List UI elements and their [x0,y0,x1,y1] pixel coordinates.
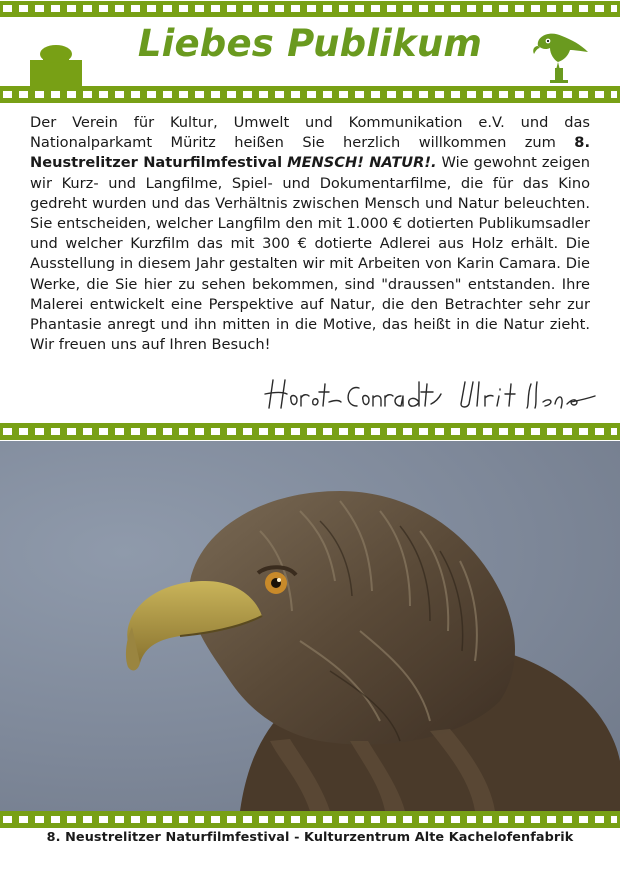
welcome-letter [30,113,590,355]
eagle-logo-icon [528,24,592,84]
filmstrip-top [0,1,620,17]
eagle-photo [0,441,620,811]
footer-caption: 8. Neustrelitzer Naturfilmfestival - Kulturzentrum Alte Kachelofenfabrik [46,830,574,845]
filmstrip-divider [0,86,620,103]
festival-name: 8. Neustrelitzer Naturfilmfestival [30,134,590,172]
letter-body-text: Wie gewohnt zeigen wir Kurz- und Langfilme, Spiel- und Dokumentarfilme, die für das Kino gedreht wurden und das Verhältnis zwischen Mensch und Natur beleuchten. Sie entscheiden, welcher Langfilm den mit 1.000 € dotierten Publikumsadler und welcher Kurzfilm das mit 300 € dotierte Adlerei aus Holz erhält. Die Ausstellung in diesem Jahr gestalten wir mit Arbeiten von Karin Camara. Die Werke, die Sie hier zu sehen bekommen, sind "draussen" entstanden. Ihre Malerei entwickelt eine Perspektive auf Natur, die den Betrachter sehr zur Phantasie anregt und ihn mitten in die Motive, das heißt in die Natur zieht. Wir freuen uns auf Ihren Besuch! [30,154,591,354]
signatures [255,374,600,416]
page-title: Liebes Publikum [137,22,483,65]
filmstrip-photo-top [0,423,620,440]
letter-intro: Der Verein für Kultur, Umwelt und Kommunikation e.V. und das Nationalparkamt Müritz heißen Sie herzlich willkommen zum [30,114,590,152]
festival-motto: MENSCH! NATUR!. [287,154,437,172]
filmstrip-photo-bottom [0,811,620,828]
